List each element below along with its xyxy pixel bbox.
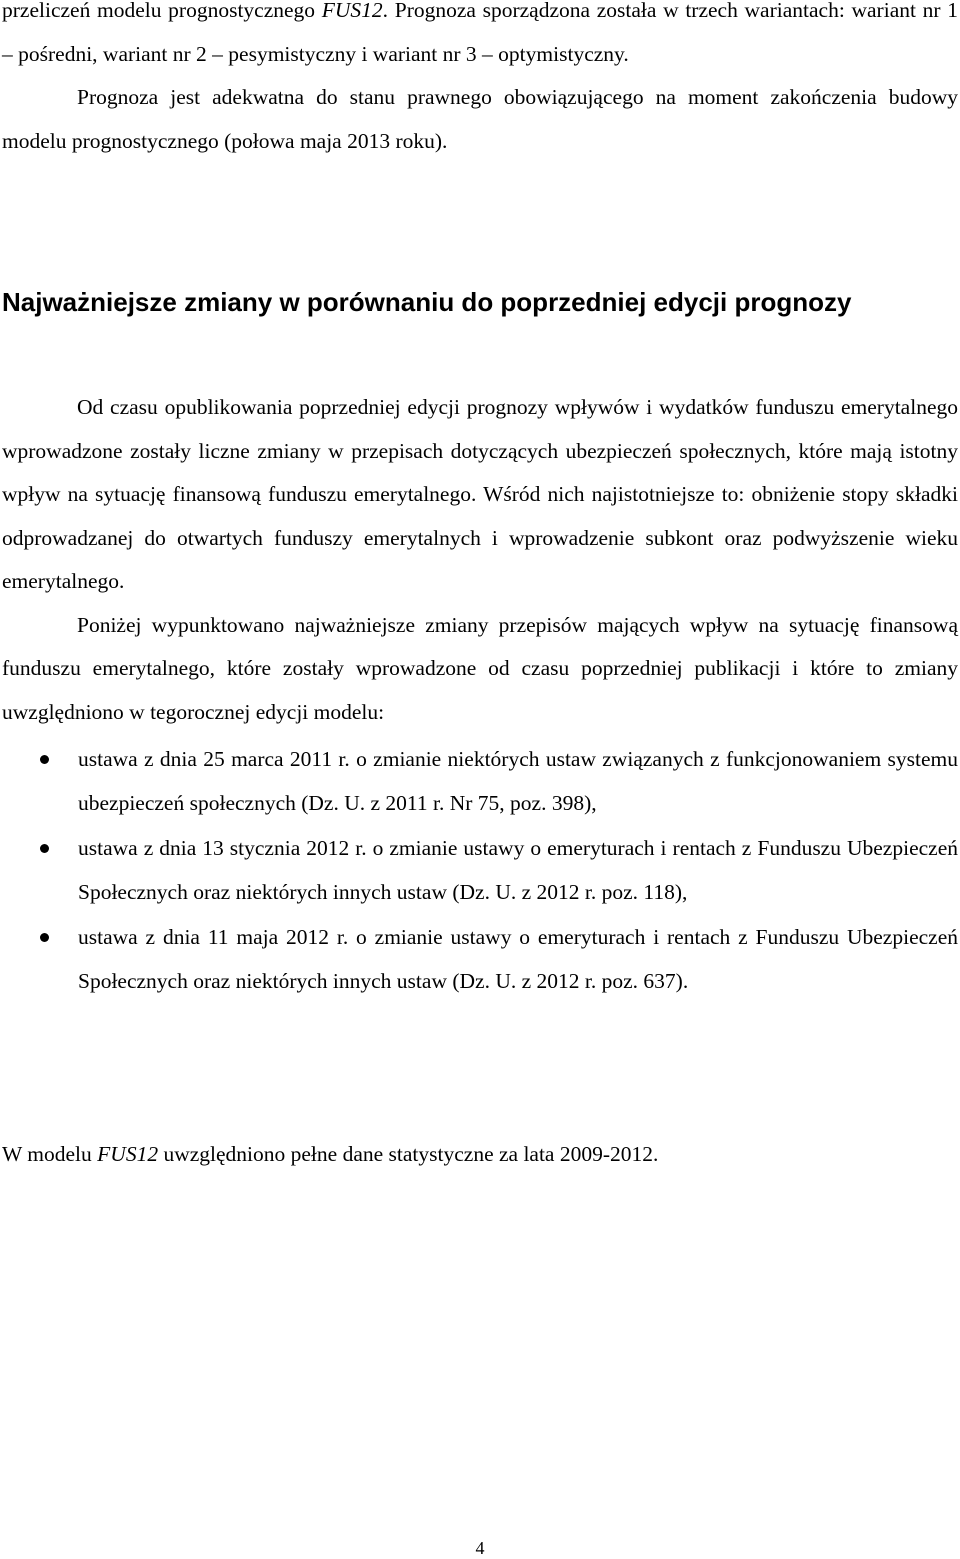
model-name: FUS12: [97, 1142, 159, 1166]
intro-section: [2, 0, 958, 163]
closing-text: uwzględniono pełne dane statystyczne za lata 2009-2012.: [158, 1142, 659, 1166]
intro-text: przeliczeń modelu prognostycznego: [2, 0, 322, 22]
intro-text: . Prognoza sporządzona została w trzech wariantach: wariant nr 1 – pośredni, wariant nr 2 – pesymistyczny i wariant nr 3 – optymistyczny.: [2, 0, 958, 66]
bullet-icon: [40, 933, 49, 942]
list-item-text: ustawa z dnia 25 marca 2011 r. o zmianie niektórych ustaw związanych z funkcjonowaniem systemu ubezpieczeń społecznych (Dz. U. z 2011 r. Nr 75, poz. 398),: [78, 747, 958, 815]
page-number: 4: [475, 1538, 485, 1558]
list-item-text: ustawa z dnia 11 maja 2012 r. o zmianie ustawy o emeryturach i rentach z Funduszu Ubezpieczeń Społecznych oraz niektórych innych ustaw (Dz. U. z 2012 r. poz. 637).: [78, 925, 958, 993]
intro-paragraph-2: Prognoza jest adekwatna do stanu prawnego obowiązującego na moment zakończenia budowy modelu prognostycznego (połowa maja 2013 roku).: [2, 85, 958, 153]
list-item: [0, 738, 958, 825]
bullet-icon: [40, 755, 49, 764]
section-paragraph-2: Poniżej wypunktowano najważniejsze zmiany przepisów mających wpływ na sytuację finansową funduszu emerytalnego, które zostały wprowadzone od czasu poprzedniej publikacji i które to zmiany uwzględniono w tegorocznej edycji modelu:: [2, 612, 958, 724]
intro-paragraph-1: [2, 0, 958, 76]
closing-text: W modelu: [2, 1142, 98, 1166]
closing-section: [2, 1133, 958, 1177]
list-item: [0, 916, 958, 1003]
section-paragraph-1: Od czasu opublikowania poprzedniej edycji prognozy wpływów i wydatków funduszu emerytalnego wprowadzone zostały liczne zmiany w przepisach dotyczących ubezpieczeń społecznych, które mają istotny wpływ na sytuację finansową funduszu emerytalnego. Wśród nich najistotniejsze to: obniżenie stopy składki odprowadzanej do otwartych funduszy emerytalnych i wprowadzenie subkont oraz podwyższenie wieku emerytalnego.: [2, 395, 958, 593]
model-name: FUS12: [321, 0, 383, 22]
bullet-icon: [40, 844, 49, 853]
list-item-text: ustawa z dnia 13 stycznia 2012 r. o zmianie ustawy o emeryturach i rentach z Funduszu Ubezpieczeń Społecznych oraz niektórych innych ustaw (Dz. U. z 2012 r. poz. 118),: [78, 836, 958, 904]
section-body: [2, 386, 958, 734]
section-heading: Najważniejsze zmiany w porównaniu do poprzedniej edycji prognozy: [2, 287, 852, 317]
amendments-list: [0, 738, 958, 1005]
closing-paragraph: [2, 1133, 958, 1177]
list-item: [0, 827, 958, 914]
